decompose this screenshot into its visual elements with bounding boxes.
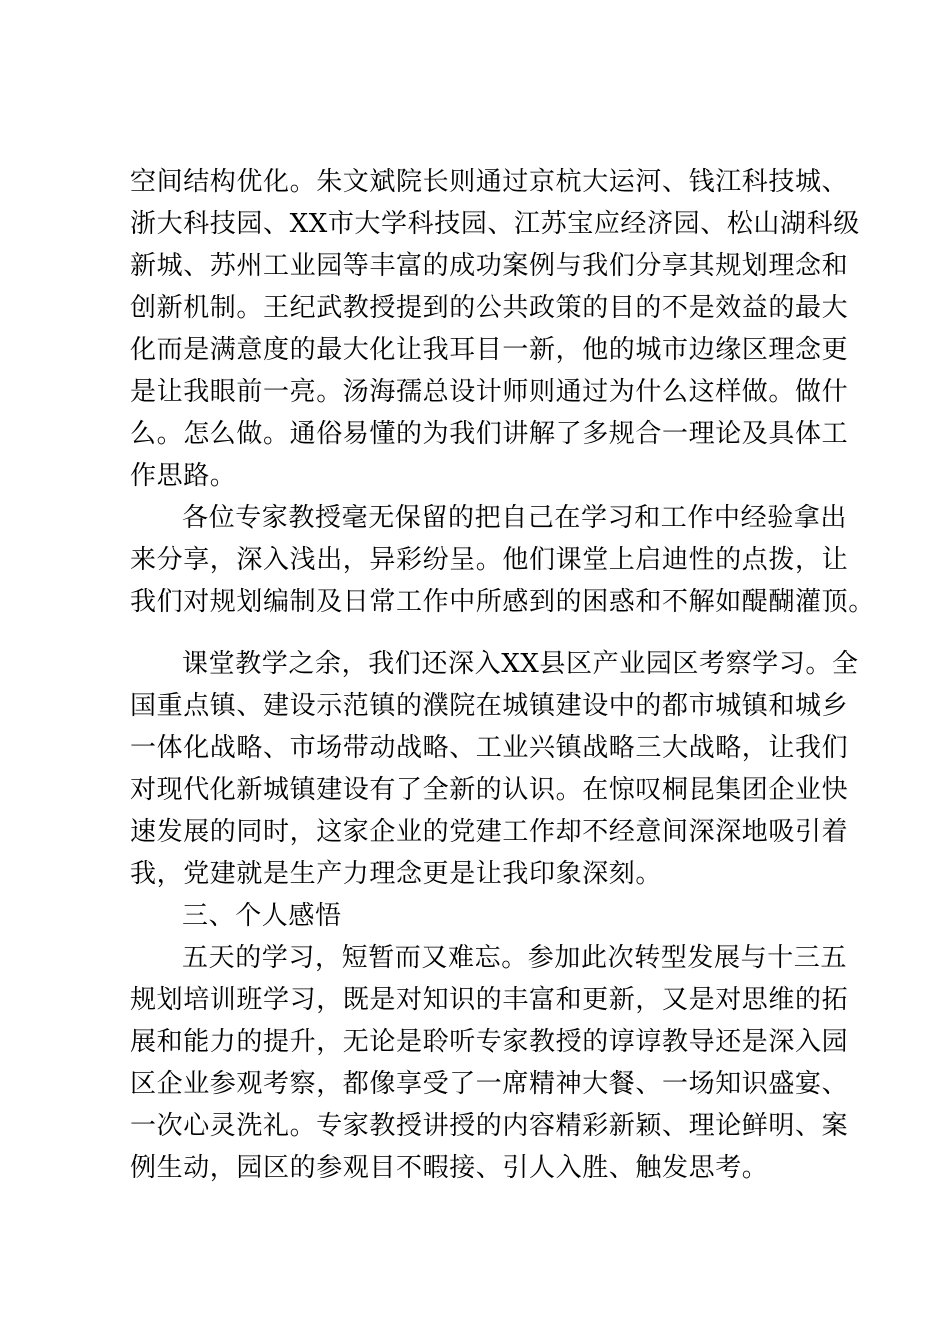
text-line: 速发展的同时，这家企业的党建工作却不经意间深深地吸引着 <box>130 817 849 847</box>
text-line: 来分享，深入浅出，异彩纷呈。他们课堂上启迪性的点拨，让 <box>130 545 849 575</box>
text-line: 化而是满意度的最大化让我耳目一新，他的城市边缘区理念更 <box>130 335 849 365</box>
text-line: 一次心灵洗礼。专家教授讲授的内容精彩新颖、理论鲜明、案 <box>130 1111 849 1141</box>
text-line: 五天的学习，短暂而又难忘。参加此次转型发展与十三五 <box>182 943 848 973</box>
text-line: 么。怎么做。通俗易懂的为我们讲解了多规合一理论及具体工 <box>130 419 849 449</box>
text-line: 是让我眼前一亮。汤海孺总设计师则通过为什么这样做。做什 <box>130 377 849 407</box>
text-line: 一体化战略、市场带动战略、工业兴镇战略三大战略，让我们 <box>130 733 849 763</box>
text-line: 作思路。 <box>130 461 237 491</box>
text-line: 我，党建就是生产力理念更是让我印象深刻。 <box>130 859 663 889</box>
text-line: 浙大科技园、XX市大学科技园、江苏宝应经济园、松山湖科级 <box>130 209 860 239</box>
text-line: 空间结构优化。朱文斌院长则通过京杭大运河、钱江科技城、 <box>130 167 849 197</box>
text-line: 课堂教学之余，我们还深入XX县区产业园区考察学习。全 <box>182 649 859 679</box>
text-line: 区企业参观考察，都像享受了一席精神大餐、一场知识盛宴、 <box>130 1069 849 1099</box>
text-line: 各位专家教授毫无保留的把自己在学习和工作中经验拿出 <box>182 503 848 533</box>
text-line: 例生动，园区的参观目不暇接、引人入胜、触发思考。 <box>130 1153 769 1183</box>
text-line: 展和能力的提升，无论是聆听专家教授的谆谆教导还是深入园 <box>130 1027 849 1057</box>
text-line: 新城、苏州工业园等丰富的成功案例与我们分享其规划理念和 <box>130 251 849 281</box>
section-heading: 三、个人感悟 <box>182 901 342 931</box>
text-line: 我们对规划编制及日常工作中所感到的困惑和不解如醍醐灌顶。 <box>130 587 875 617</box>
text-line: 创新机制。王纪武教授提到的公共政策的目的不是效益的最大 <box>130 293 849 323</box>
text-line: 对现代化新城镇建设有了全新的认识。在惊叹桐昆集团企业快 <box>130 775 849 805</box>
text-line: 规划培训班学习，既是对知识的丰富和更新，又是对思维的拓 <box>130 985 849 1015</box>
text-line: 国重点镇、建设示范镇的濮院在城镇建设中的都市城镇和城乡 <box>130 691 849 721</box>
